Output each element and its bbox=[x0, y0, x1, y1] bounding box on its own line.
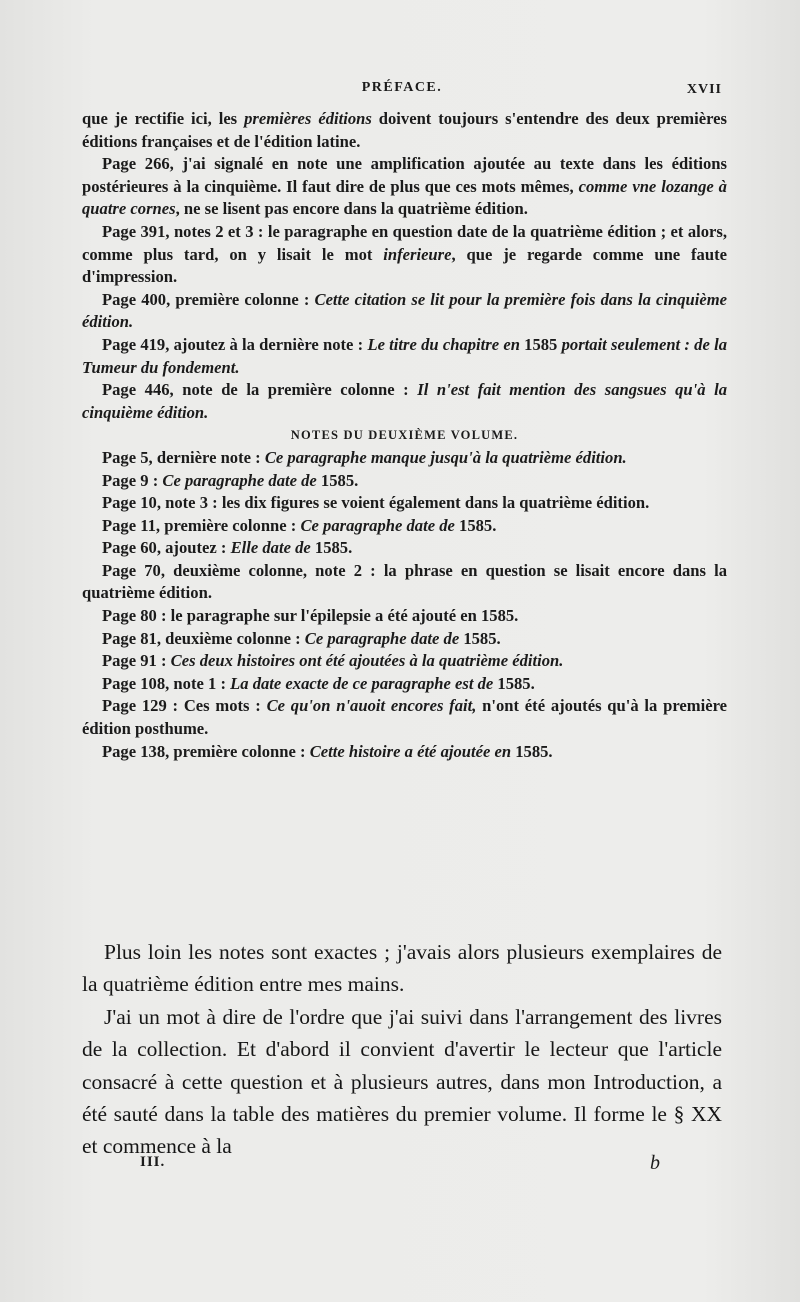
note-item: Page 81, deuxième colonne : Ce paragraphe date de 1585. bbox=[102, 628, 501, 648]
running-title: PRÉFACE. bbox=[361, 80, 443, 95]
note-item: Page 70, deuxième colonne, note 2 : la phrase en question se lisait encore dans la quatrième édition. bbox=[82, 560, 727, 603]
note-item: Page 138, première colonne : Cette histoire a été ajoutée en 1585. bbox=[102, 741, 553, 761]
paragraph: Page 419, ajoutez à la dernière note : Le titre du chapitre en 1585 portait seulement : de la Tumeur du fondement. bbox=[82, 334, 727, 377]
note-item: Page 5, dernière note : Ce paragraphe manque jusqu'à la quatrième édition. bbox=[102, 447, 627, 467]
section-heading: NOTES DU DEUXIÈME VOLUME. bbox=[290, 428, 519, 443]
signature-mark: III. bbox=[140, 1154, 166, 1170]
running-head bbox=[82, 80, 722, 104]
note-item: Page 91 : Ces deux histoires ont été ajoutées à la quatrième édition. bbox=[102, 651, 564, 671]
page-number: XVII bbox=[686, 82, 722, 97]
page-footer bbox=[140, 1154, 660, 1184]
paragraph: Plus loin les notes sont exactes ; j'avais alors plusieurs exemplaires de la quatrième édition entre mes mains. bbox=[82, 940, 722, 997]
signature-letter: b bbox=[650, 1152, 660, 1174]
note-item: Page 11, première colonne : Ce paragraphe date de 1585. bbox=[102, 515, 497, 535]
note-item: Page 9 : Ce paragraphe date de 1585. bbox=[102, 470, 359, 490]
note-item: Page 108, note 1 : La date exacte de ce paragraphe est de 1585. bbox=[102, 673, 535, 693]
paragraph: Page 266, j'ai signalé en note une amplification ajoutée au texte dans les éditions postérieures à la cinquième. Il faut dire de plus que ces mots mêmes, comme vne lozange à quatre cornes, ne se lisent pas encore dans la quatrième édition. bbox=[82, 154, 727, 219]
paragraph: que je rectifie ici, les premières éditions doivent toujours s'entendre des deux premières éditions françaises et de l'édition latine. bbox=[82, 109, 727, 151]
paragraph: Page 391, notes 2 et 3 : le paragraphe en question date de la quatrième édition ; et alors, comme plus tard, on y lisait le mot inferieure, que je regarde comme une faute d'impression. bbox=[82, 221, 727, 287]
note-item: Page 129 : Ces mots : Ce qu'on n'auoit encores fait, n'ont été ajoutés qu'à la première édition posthume. bbox=[82, 696, 727, 739]
paragraph: Page 400, première colonne : Cette citation se lit pour la première fois dans la cinquième édition. bbox=[82, 289, 727, 332]
note-item: Page 80 : le paragraphe sur l'épilepsie a été ajouté en 1585. bbox=[102, 606, 519, 626]
note-item: Page 60, ajoutez : Elle date de 1585. bbox=[102, 538, 353, 558]
note-item: Page 10, note 3 : les dix figures se voient également dans la quatrième édition. bbox=[102, 493, 650, 513]
paragraph: J'ai un mot à dire de l'ordre que j'ai suivi dans l'arrangement des livres de la collection. Et d'abord il convient d'avertir le lecteur que l'article consacré à cette question et à plusieurs autres, dans mon Introduction, a été sauté dans la table des matières du premier volume. Il forme le § XX et commence à la bbox=[82, 1004, 722, 1159]
paragraph: Page 446, note de la première colonne : Il n'est fait mention des sangsues qu'à la cinquième édition. bbox=[82, 380, 727, 422]
main-text bbox=[82, 936, 722, 1163]
notes-text bbox=[82, 108, 727, 763]
